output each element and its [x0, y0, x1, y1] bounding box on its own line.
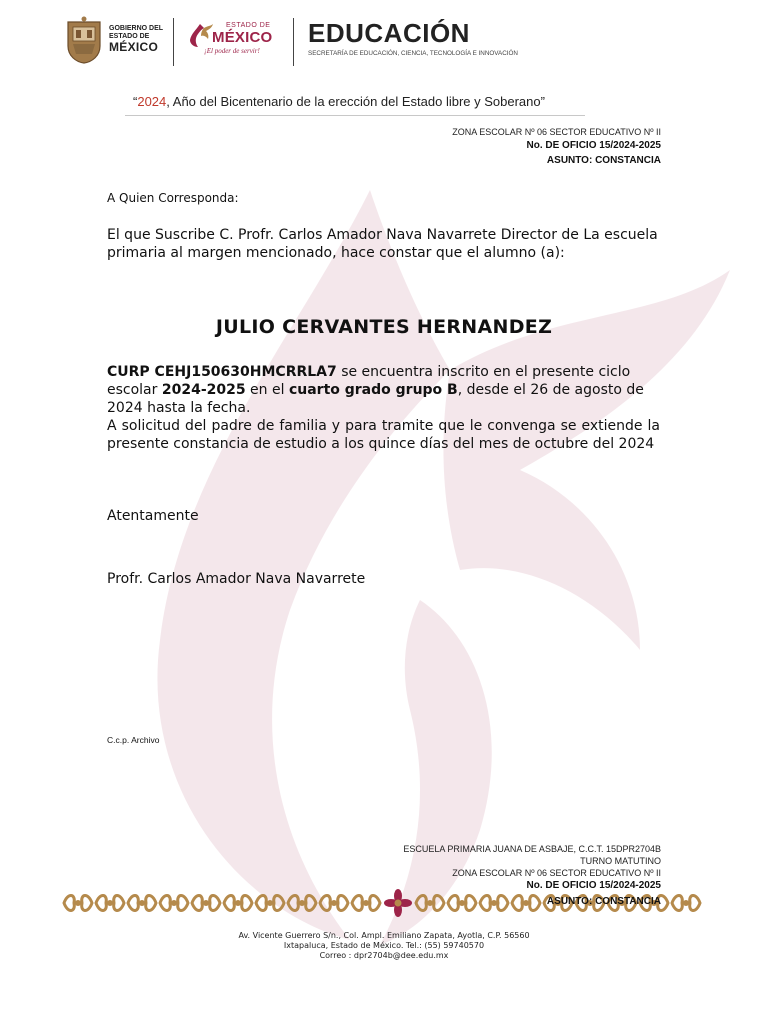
closing: Atentamente [107, 508, 199, 524]
header-divider [293, 18, 294, 66]
ornament-motif [352, 895, 380, 910]
header-divider [173, 18, 174, 66]
state-coat-of-arms-icon [64, 16, 104, 64]
ornament-motif [160, 895, 188, 910]
intro-paragraph: El que Suscribe C. Profr. Carlos Amador Nava Navarrete Director de La escuela primaria al margen mencionado, hace constar que el alumno (a): [107, 227, 658, 261]
grade-group: cuarto grado grupo B [288, 382, 458, 398]
reference-zona: ZONA ESCOLAR Nº 06 SECTOR EDUCATIVO Nº II [452, 127, 661, 137]
ccp-note: C.c.p. Archivo [107, 735, 160, 745]
ornament-motif [416, 895, 444, 910]
purpose-paragraph: A solicitud del padre de familia y para tramite que le convenga se extiende la presente constancia de estudio a los quince días del mes de octubre del 2024 [107, 418, 660, 452]
edomex-logo: ESTADO DE MÉXICO ¡El poder de servir! [184, 18, 294, 66]
ornament-motif [64, 895, 92, 910]
enrollment-paragraph: CURP CEHJ150630HMCRRLA7 se encuentra inscrito en el presente ciclo escolar 2024-2025 en el cuarto grado grupo B, desde el 26 de agosto de 2024 hasta la fecha. [107, 364, 644, 416]
ornament-motif [320, 895, 348, 910]
ornament-motif [192, 895, 220, 910]
footer-asunto: ASUNTO: CONSTANCIA [546, 896, 661, 907]
gobierno-wordmark: GOBIERNO DEL ESTADO DE MÉXICO [109, 25, 164, 54]
school-cycle: 2024-2025 [161, 382, 246, 398]
reference-asunto: ASUNTO: CONSTANCIA [546, 155, 661, 166]
education-subtitle: SECRETARÍA DE EDUCACIÓN, CIENCIA, TECNOLOGÍA E INNOVACIÓN [308, 50, 518, 57]
reference-oficio: No. DE OFICIO 15/2024-2025 [526, 140, 661, 151]
letterhead [62, 12, 582, 72]
footer-shift: TURNO MATUTINO [580, 856, 661, 866]
education-title: EDUCACIÓN [308, 18, 470, 48]
footer-zona: ZONA ESCOLAR Nº 06 SECTOR EDUCATIVO Nº II [452, 868, 661, 878]
curp: CURP CEHJ150630HMCRRLA7 [107, 364, 337, 380]
ornament-motif [448, 895, 476, 910]
footer-oficio: No. DE OFICIO 15/2024-2025 [526, 880, 661, 891]
signer-name: Profr. Carlos Amador Nava Navarrete [107, 571, 366, 587]
footer-address: Av. Vicente Guerrero S/n., Col. Ampl. Emiliano Zapata, Ayotla, C.P. 56560 Ixtapaluca, Estado de México. Tel.: (55) 59740570 Correo : dpr2704b@dee.edu.mx [238, 931, 530, 960]
year-motto: “2024, Año del Bicentenario de la erección del Estado libre y Soberano” [125, 94, 585, 116]
ornament-motif [224, 895, 252, 910]
ornament-motif [480, 895, 508, 910]
ornament-motif [288, 895, 316, 910]
salutation: A Quien Corresponda: [107, 191, 239, 205]
edomex-bird-icon [188, 22, 214, 48]
ornament-motif [672, 895, 700, 910]
motto-year: 2024 [137, 94, 167, 109]
ornament-motif [256, 895, 284, 910]
watermark-bird-logo [120, 170, 740, 950]
footer-school: ESCUELA PRIMARIA JUANA DE ASBAJE, C.C.T. 15DPR2704B [403, 844, 661, 854]
ornament-motif [96, 895, 124, 910]
ornament-motif [128, 895, 156, 910]
ornament-center-flower [384, 889, 412, 917]
certificate-body [107, 363, 660, 453]
ornament-motif [512, 895, 540, 910]
student-name: JULIO CERVANTES HERNANDEZ [215, 316, 553, 338]
